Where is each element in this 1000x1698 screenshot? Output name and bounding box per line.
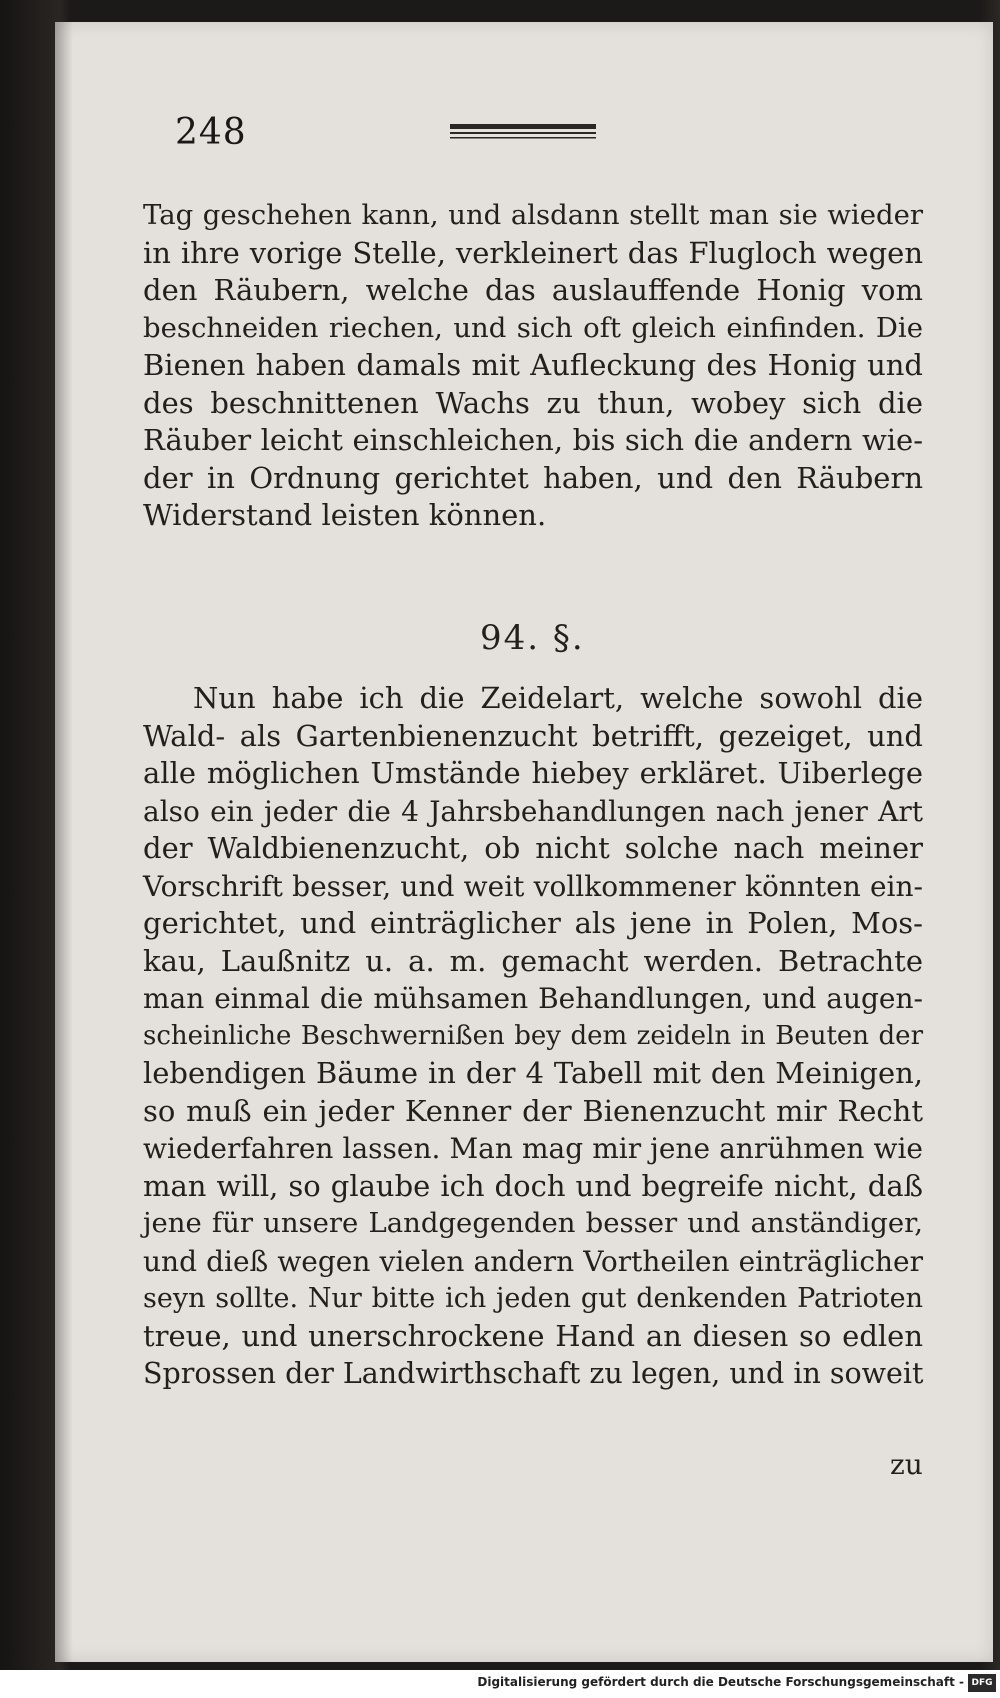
text-line: scheinliche Beschwernißen bey dem zeideln in Beuten der [143,1020,923,1051]
text-line: Widerstand leisten können. [143,498,547,532]
text-line: und dieß wegen vielen andern Vortheilen einträglicher [143,1244,923,1278]
text-line: lebendigen Bäume in der 4 Tabell mit den Meinigen, [143,1056,923,1090]
text-line: kau, Laußnitz u. a. m. gemacht werden. Betrachte [143,943,923,978]
text-line: alle möglichen Umstände hiebey erkläret. Uiberlege [143,756,923,790]
text-line: seyn sollte. Nur bitte ich jeden gut denkenden Patrioten [143,1283,923,1314]
text-line: Sprossen der Landwirthschaft zu legen, und in soweit [143,1357,924,1390]
digitization-credit: Digitalisierung gefördert durch die Deutsche Forschungsgemeinschaft - [477,1675,964,1689]
text-line: jene für unsere Landgegenden besser und anständiger, [143,1207,923,1239]
text-line: also ein jeder die 4 Jahrsbehandlungen nach jener Art [143,794,923,828]
text-line: der Waldbienenzucht, ob nicht solche nach meiner [143,831,923,865]
text-line: Räuber leicht einschleichen, bis sich die andern wie- [143,423,923,457]
text-line: Wald- als Gartenbienenzucht betrifft, gezeiget, und [143,718,923,753]
text-line: man will, so glaube ich doch und begreife nicht, daß [143,1168,923,1203]
text-line: wiederfahren lassen. Man mag mir jene anrühmen wie [143,1132,923,1165]
text-line: gerichtet, und einträglicher als jene in Polen, Mos- [143,906,923,940]
text-line: Bienen haben damals mit Aufleckung des Honig und [143,348,923,382]
text-line: Nun habe ich die Zeidelart, welche sowohl die [193,681,923,715]
text-line: beschneiden riechen, und sich oft gleich einfinden. Die [143,311,923,344]
paragraph-section-94 [143,680,923,1393]
page-number: 248 [175,112,247,153]
text-line: so muß ein jeder Kenner der Bienenzucht mir Recht [143,1093,923,1128]
text-line: des beschnittenen Wachs zu thun, wobey sich die [143,385,923,420]
paragraph-continued [143,197,923,535]
footer-strip [0,1670,1000,1698]
text-line: Vorschrift besser, und weit vollkommener könnten ein- [143,869,923,903]
text-line: Tag geschehen kann, und alsdann stellt man sie wieder [143,199,923,231]
section-heading: 94. §. [480,618,585,658]
dfg-logo: DFG [968,1674,996,1692]
header-rule-ornament [448,120,598,142]
text-line: treue, und unerschrockene Hand an diesen so edlen [143,1318,923,1353]
text-line: der in Ordnung gerichtet haben, und den Räubern [143,460,923,495]
text-line: man einmal die mühsamen Behandlungen, und augen- [143,982,923,1015]
text-line: den Räubern, welche das auslauffende Honig vom [143,273,923,307]
text-line: in ihre vorige Stelle, verkleinert das Flugloch wegen [143,235,923,270]
catchword: zu [890,1448,923,1481]
page-gutter-shadow [55,22,73,1662]
